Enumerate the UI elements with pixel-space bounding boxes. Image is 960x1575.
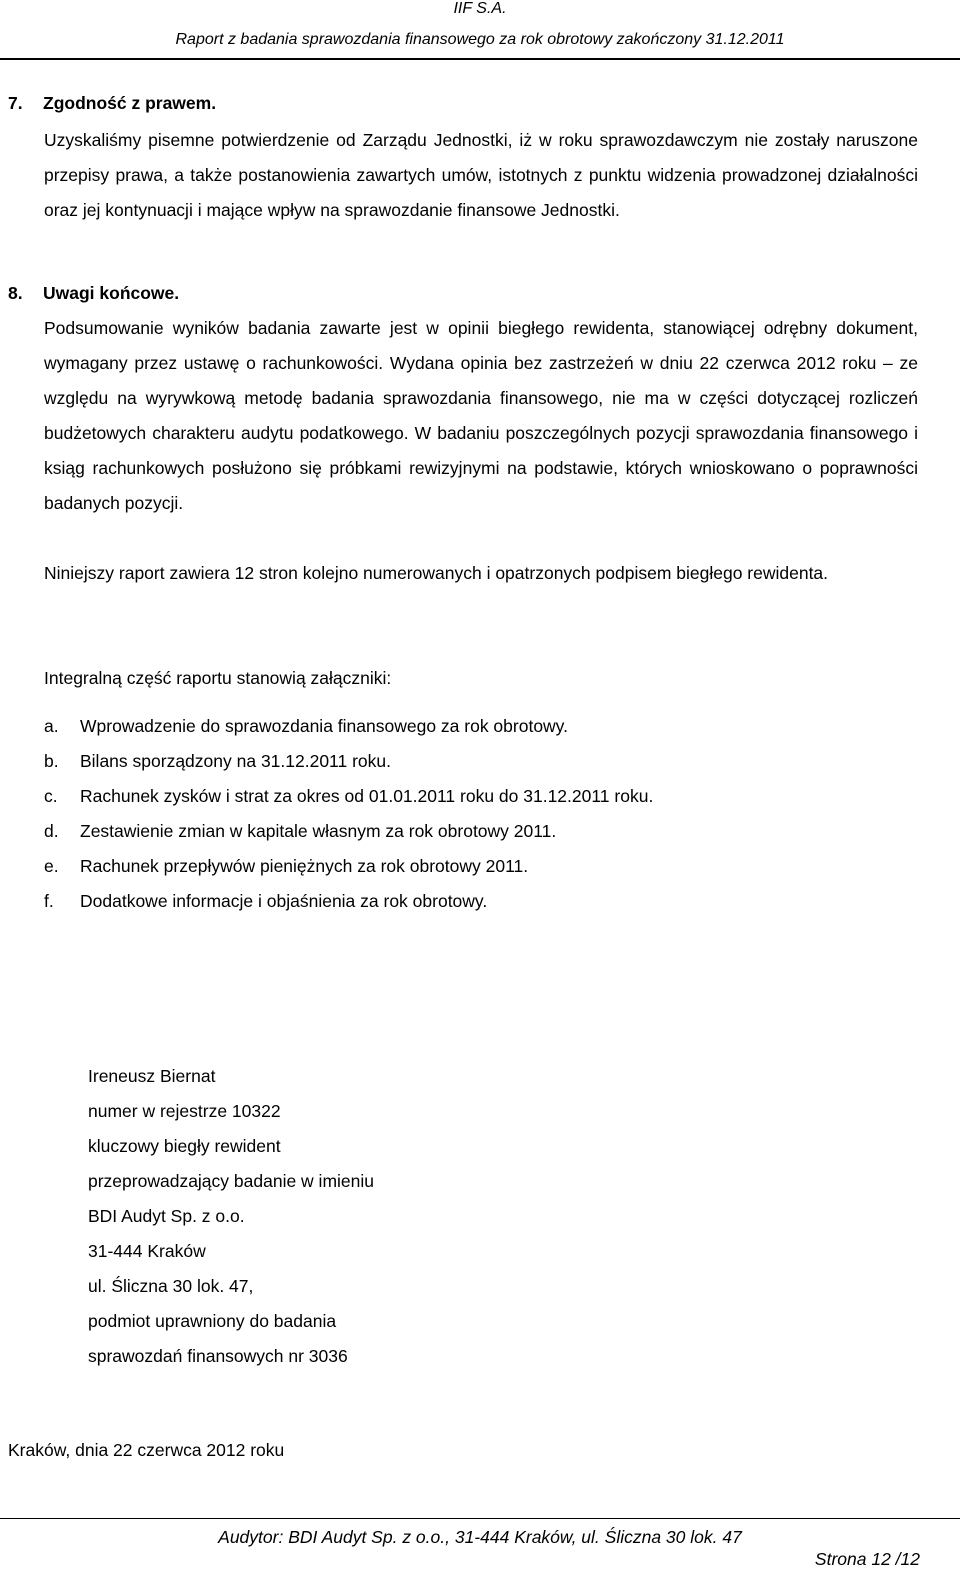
section-7-number: 7. (8, 93, 23, 113)
list-item-text: Zestawienie zmian w kapitale własnym za rok obrotowy 2011. (80, 821, 557, 841)
pages-note: Niniejszy raport zawiera 12 stron kolejno numerowanych i opatrzonych podpisem biegłego rewidenta. (44, 563, 829, 583)
section-8-number: 8. (8, 283, 23, 303)
section-8-heading (8, 283, 179, 303)
list-item-text: Dodatkowe informacje i objaśnienia za rok obrotowy. (80, 891, 488, 911)
attachments-intro: Integralną część raportu stanowią załączniki: (44, 668, 392, 688)
list-item-text: Rachunek zysków i strat za okres od 01.01.2011 roku do 31.12.2011 roku. (80, 786, 654, 806)
header-company: IIF S.A. (453, 0, 507, 17)
signature-line: BDI Audyt Sp. z o.o. (88, 1206, 245, 1226)
signature-line: podmiot uprawniony do badania (88, 1311, 337, 1331)
header-divider (0, 58, 960, 60)
section-7-heading (8, 93, 216, 113)
signature-line: przeprowadzający badanie w imieniu (88, 1171, 374, 1191)
list-item-letter: f. (44, 891, 54, 911)
signature-line: numer w rejestrze 10322 (88, 1101, 281, 1121)
signature-name: Ireneusz Biernat (88, 1066, 216, 1086)
signature-line: sprawozdań finansowych nr 3036 (88, 1346, 348, 1366)
list-item-letter: e. (44, 856, 59, 876)
list-item (44, 779, 653, 814)
section-7-title: Zgodność z prawem. (43, 93, 217, 113)
signature-line: kluczowy biegły rewident (88, 1136, 281, 1156)
place-and-date: Kraków, dnia 22 czerwca 2012 roku (8, 1440, 285, 1460)
list-item (44, 814, 653, 849)
list-item (44, 744, 653, 779)
section-7-paragraph: Uzyskaliśmy pisemne potwierdzenie od Zarządu Jednostki, iż w roku sprawozdawczym nie zostały naruszone przepisy prawa, a także postanowienia zawartych umów, istotnych z punktu widzenia prowadzonej działalności oraz jej kontynuacji i mające wpływ na sprawozdanie finansowe Jednostki. (44, 130, 918, 220)
list-item-letter: a. (44, 716, 59, 736)
list-item-letter: c. (44, 786, 58, 806)
header-title: Raport z badania sprawozdania finansowego za rok obrotowy zakończony 31.12.2011 (175, 31, 785, 48)
footer-auditor: Audytor: BDI Audyt Sp. z o.o., 31-444 Kraków, ul. Śliczna 30 lok. 47 (218, 1527, 742, 1547)
signature-block (88, 1059, 374, 1374)
section-8-paragraph: Podsumowanie wyników badania zawarte jest w opinii biegłego rewidenta, stanowiącej odrębny dokument, wymagany przez ustawę o rachunkowości. Wydana opinia bez zastrzeżeń w dniu 22 czerwca 2012 roku – ze względu na wyrywkową metodę badania sprawozdania finansowego, nie ma w części dotyczącej rozliczeń budżetowych charakteru audytu podatkowego. W badaniu poszczególnych pozycji sprawozdania finansowego i ksiąg rachunkowych posłużono się próbkami rewizyjnymi na podstawie, których wnioskowano o poprawności badanych pozycji. (44, 318, 918, 513)
page-number: Strona 12 /12 (814, 1549, 920, 1569)
list-item (44, 849, 653, 884)
footer-divider (0, 1518, 960, 1519)
list-item-text: Wprowadzenie do sprawozdania finansowego za rok obrotowy. (80, 716, 569, 736)
attachments-list (44, 709, 653, 919)
signature-line: ul. Śliczna 30 lok. 47, (88, 1276, 254, 1296)
list-item (44, 709, 653, 744)
list-item-letter: d. (44, 821, 59, 841)
section-8-title: Uwagi końcowe. (43, 283, 180, 303)
signature-line: 31-444 Kraków (88, 1241, 206, 1261)
list-item-text: Bilans sporządzony na 31.12.2011 roku. (80, 751, 391, 771)
list-item-text: Rachunek przepływów pieniężnych za rok obrotowy 2011. (80, 856, 529, 876)
list-item (44, 884, 653, 919)
list-item-letter: b. (44, 751, 59, 771)
